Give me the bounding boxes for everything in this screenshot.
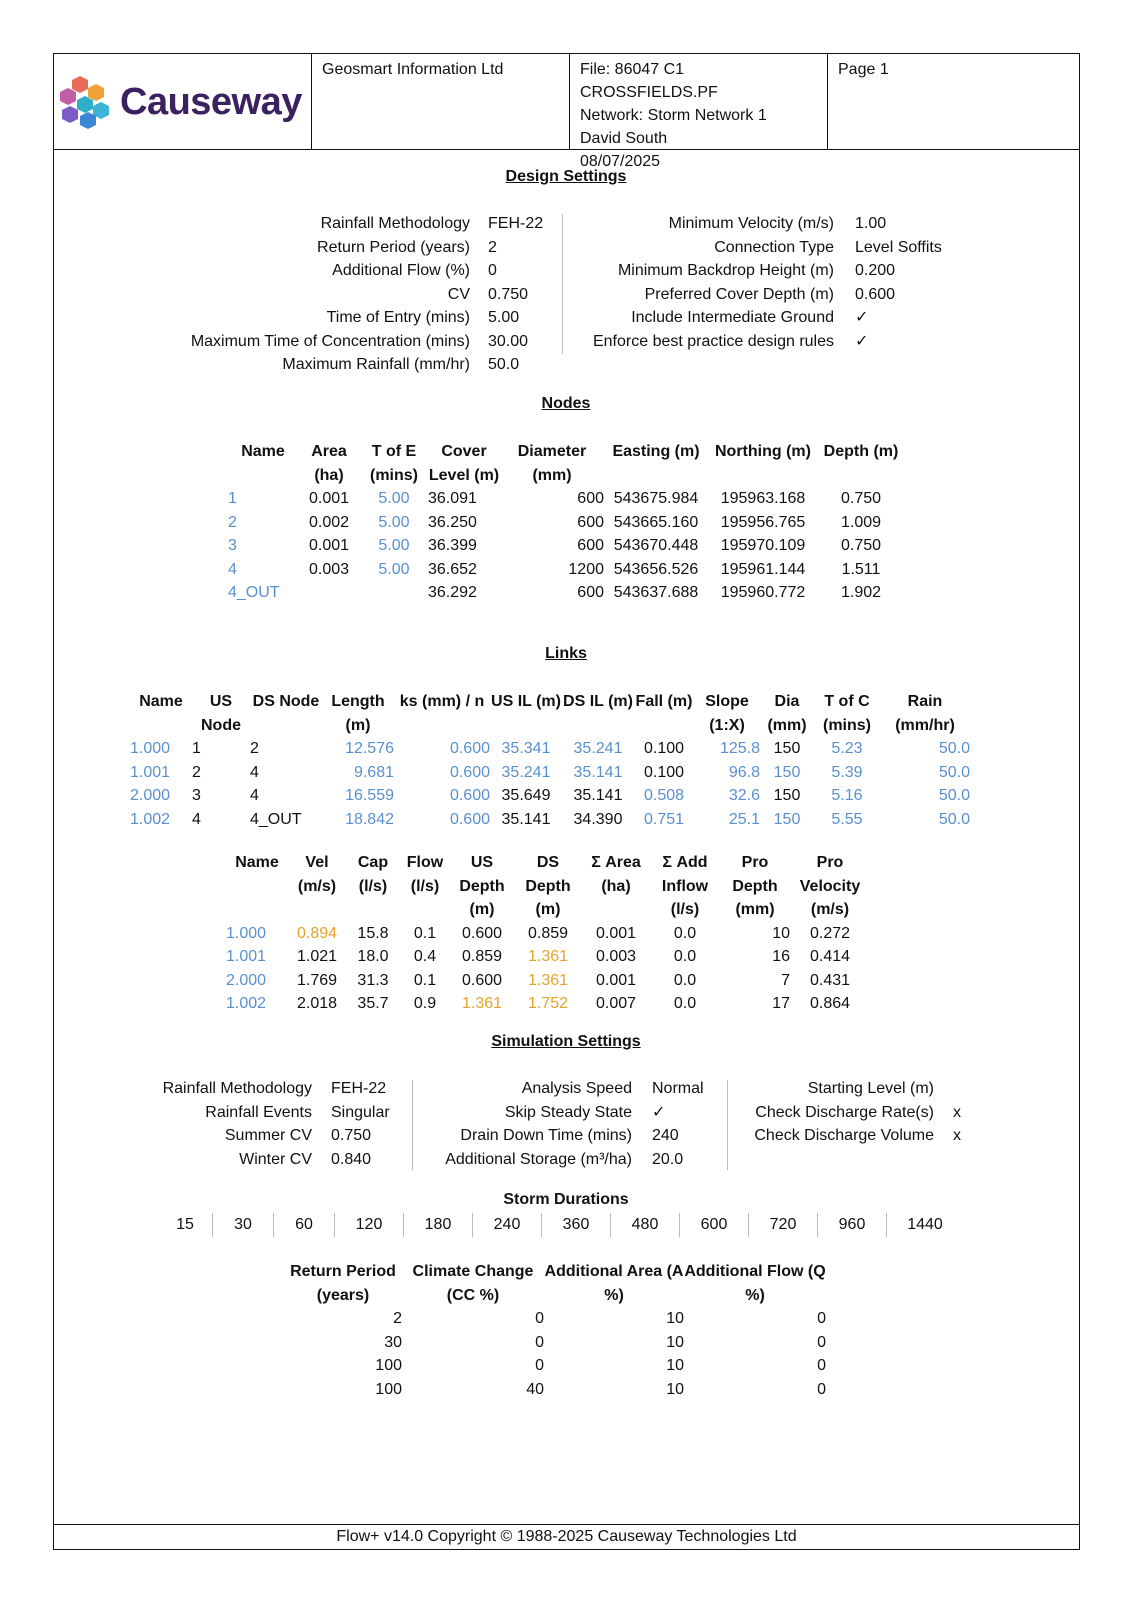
table-cell: 5.39 [831,763,863,781]
causeway-logo [58,74,302,130]
setting-value: 0.600 [855,285,896,303]
table-cell: 16.559 [345,787,394,804]
table-cell: 1 [192,740,201,757]
setting-label: Enforce best practice design rules [592,332,834,350]
nodes-table [228,440,904,605]
row-name-link[interactable]: 1 [228,490,237,507]
author-line: David South [580,130,668,147]
row-name-link[interactable]: 2.000 [130,787,171,804]
table-cell: 5.00 [378,490,410,507]
column-header: Σ Add Inflow (l/s) [661,854,709,918]
table-cell: 15.8 [357,924,389,942]
table-cell [360,581,428,605]
setting-label: Check Discharge Volume [754,1127,934,1144]
setting-label: Rainfall Events [205,1103,312,1121]
table-cell: 4_OUT [250,810,302,828]
table-cell: 50.0 [938,740,970,757]
column-header: DS Depth (m) [525,854,571,918]
table-cell: 0.4 [413,948,437,965]
table-cell: 0.414 [809,948,851,965]
setting-value: 0.200 [855,262,896,279]
table-cell: 1.009 [840,513,882,531]
column-header: ks (mm) / n [399,693,485,710]
sim-col1-labels [120,1077,312,1171]
setting-value: FEH-22 [331,1080,387,1097]
table-cell: 5.00 [378,513,410,531]
table-cell: 0 [535,1333,544,1351]
storm-duration: 720 [748,1213,817,1237]
table-cell: 35.241 [573,740,623,757]
table-cell: 18.0 [357,948,389,965]
table-row [228,558,904,582]
table-cell: 0.100 [643,740,685,757]
divider [727,1080,728,1170]
table-cell: 1.902 [840,584,882,601]
file-info-cell [569,54,827,170]
setting-label: Preferred Cover Depth (m) [644,285,834,303]
table-cell: 1.361 [461,995,503,1012]
table-cell: 0.859 [461,948,503,965]
column-header: Return Period (years) [290,1263,396,1304]
table-row [226,922,870,946]
table-cell: 1.361 [527,971,569,989]
table-cell: 0.600 [449,810,490,828]
table-cell: 40 [526,1380,544,1398]
links-table [130,690,970,831]
report-header [54,54,1079,170]
setting-value: x [953,1103,961,1121]
table-cell: 0.272 [809,924,851,942]
column-header: Area (ha) [311,443,347,484]
table-cell: 50.0 [938,787,970,804]
sim-col2-labels [416,1077,632,1171]
table-cell: 36.399 [428,537,477,554]
table-cell: 0.1 [413,924,437,942]
table-cell: 36.292 [428,584,477,601]
table-cell: 2 [393,1310,402,1327]
row-name-link[interactable]: 1.000 [226,924,267,942]
table-row [130,808,970,832]
table-cell: 600 [577,513,604,531]
setting-label: Additional Flow (%) [332,262,470,279]
table-cell: 35.241 [501,763,551,781]
table-cell: 0.600 [449,787,490,804]
setting-value: 50.0 [488,356,520,373]
design-left-values [488,212,568,377]
setting-label: Rainfall Methodology [320,215,470,232]
table-row [284,1378,826,1402]
table-cell: 10 [666,1380,684,1398]
table-cell: 0.894 [296,924,338,942]
table-cell: 31.3 [357,971,389,989]
column-header: US Node [201,693,241,734]
table-cell: 0 [535,1310,544,1327]
table-cell: 30 [384,1333,402,1351]
table-row [226,969,870,993]
column-header: T of C (mins) [823,693,871,734]
storm-duration: 240 [472,1213,541,1237]
column-header: Easting (m) [612,443,700,460]
table-cell: 0.001 [308,537,350,554]
table-cell: 0 [817,1333,826,1351]
table-cell: 5.00 [378,560,410,578]
table-cell: 0.750 [840,537,882,554]
column-header: US IL (m) [491,693,561,710]
table-cell: 0.508 [643,787,685,804]
sim-col3-labels [734,1077,934,1148]
row-name-link[interactable]: 1.002 [130,810,171,828]
setting-label: Return Period (years) [317,238,470,256]
table-row [284,1354,826,1378]
design-left-labels [140,212,470,377]
table-cell: 12.576 [345,740,394,757]
column-header: Depth (m) [823,443,899,460]
footer-copyright: Flow+ v14.0 Copyright © 1988-2025 Causeway Technologies Ltd [54,1524,1079,1549]
table-cell: 0.003 [308,560,350,578]
setting-label: Drain Down Time (mins) [460,1127,632,1144]
table-cell: 50.0 [938,763,970,781]
table-cell: 5.00 [378,537,410,554]
table-cell: 0 [817,1357,826,1374]
table-cell: 0.750 [840,490,882,507]
page-number: Page 1 [838,61,889,78]
divider [412,1080,413,1170]
table-cell: 150 [773,787,801,804]
setting-label: Connection Type [714,238,834,256]
column-header: DS IL (m) [563,693,633,710]
table-row [284,1307,826,1331]
table-cell: 600 [577,537,604,554]
design-right-labels [560,212,834,353]
logo-text: Causeway [120,80,302,123]
table-row [228,581,904,605]
row-name-link[interactable]: 1.002 [226,995,267,1012]
table-cell [298,581,360,605]
setting-value: FEH-22 [488,215,544,232]
table-cell: 7 [781,971,790,989]
table-cell: 16 [772,948,790,965]
row-name-link[interactable]: 4 [228,560,237,578]
table-cell: 543637.688 [613,584,699,601]
setting-value: Normal [652,1080,704,1097]
storm-duration: 120 [334,1213,403,1237]
setting-label: Skip Steady State [504,1103,632,1121]
setting-value: ✓ [855,309,869,326]
setting-label: Maximum Time of Concentration (mins) [190,332,470,350]
storm-duration: 15 [176,1216,194,1233]
simulation-settings-title: Simulation Settings [491,1033,641,1050]
column-header: Northing (m) [715,443,811,460]
table-cell: 0.751 [643,810,685,828]
table-cell: 1.769 [296,971,338,989]
table-cell: 0.001 [595,924,637,942]
table-cell: 0.431 [809,971,851,989]
column-header: Climate Change (CC %) [412,1263,534,1304]
table-cell: 0.100 [643,763,685,781]
table-cell: 195960.772 [720,584,806,601]
column-header: US Depth (m) [459,854,505,918]
table-row [130,784,970,808]
links-hydraulics-table [226,851,870,1016]
table-cell: 0 [817,1380,826,1398]
setting-label: CV [447,285,470,303]
column-header: T of E (mins) [370,443,418,484]
column-header: Fall (m) [635,693,693,710]
column-header: DS Node [252,693,320,710]
setting-label: Include Intermediate Ground [631,309,834,326]
table-cell: 96.8 [728,763,760,781]
table-cell: 0.003 [595,948,637,965]
table-cell: 36.250 [428,513,477,531]
setting-label: Check Discharge Rate(s) [755,1103,934,1121]
column-header: Pro Velocity (m/s) [799,854,861,918]
setting-label: Analysis Speed [521,1080,632,1097]
table-cell: 0.600 [461,971,503,989]
table-row [284,1331,826,1355]
table-cell: 5.55 [831,810,863,828]
column-header: Length (m) [331,693,385,734]
column-header: Pro Depth (mm) [732,854,778,918]
table-cell: 1.021 [296,948,338,965]
table-cell: 0.864 [809,995,851,1012]
column-header: Name [241,443,285,460]
setting-value: x [953,1127,961,1144]
setting-value: 5.00 [488,309,520,326]
column-header: Rain (mm/hr) [895,693,955,734]
table-cell: 36.652 [428,560,477,578]
setting-value: 0.840 [331,1150,372,1168]
table-row [226,992,870,1016]
table-cell: 0 [817,1310,826,1327]
table-cell: 0.600 [449,740,490,757]
table-cell: 1200 [568,560,604,578]
table-cell: 195963.168 [720,490,806,507]
setting-value: 20.0 [652,1150,684,1168]
table-cell: 9.681 [353,763,394,781]
table-cell: 1.511 [841,560,881,578]
table-cell: 32.6 [728,787,760,804]
table-cell: 195961.144 [720,560,806,578]
column-header: Name [139,693,183,710]
storm-duration: 180 [403,1213,472,1237]
table-cell: 0.001 [595,971,637,989]
table-cell: 0.0 [673,995,697,1012]
table-cell: 543656.526 [613,560,699,578]
setting-label: Winter CV [239,1150,312,1168]
table-cell: 10 [772,924,790,942]
sim-col2-values [652,1077,722,1171]
sim-col3-values [953,1077,983,1148]
table-cell: 0.002 [308,513,350,531]
table-cell: 600 [577,490,604,507]
table-cell: 0.0 [673,948,697,965]
setting-value: 30.00 [488,332,529,350]
table-cell: 18.842 [345,810,394,828]
table-cell: 2 [250,740,259,757]
table-cell: 150 [773,810,801,828]
table-row [130,737,970,761]
setting-label: Maximum Rainfall (mm/hr) [282,356,470,373]
table-cell: 100 [375,1357,402,1374]
setting-value: 0.750 [488,285,529,303]
table-row [228,511,904,535]
column-header: Slope (1:X) [705,693,749,734]
column-header: Cover Level (m) [428,443,500,484]
table-cell: 35.341 [501,740,551,757]
table-cell: 543670.448 [613,537,699,554]
design-right-values [855,212,965,353]
column-header: Vel (m/s) [297,854,337,895]
column-header: Dia (mm) [767,693,807,734]
row-name-link[interactable]: 1.000 [130,740,171,757]
setting-label: Minimum Velocity (m/s) [668,215,834,232]
table-cell: 4 [192,810,201,828]
table-row [130,761,970,785]
column-header: Diameter (mm) [517,443,587,484]
table-cell: 543675.984 [613,490,699,507]
column-header: Flow (l/s) [406,854,444,895]
table-row [226,945,870,969]
design-settings-title: Design Settings [505,168,627,185]
column-header: Σ Area (ha) [591,854,641,895]
table-cell: 0.600 [461,924,503,942]
table-cell: 4 [250,787,259,804]
row-name-link[interactable]: 4_OUT [228,584,280,601]
setting-value: Level Soffits [855,238,942,256]
setting-value: 0.750 [331,1127,372,1144]
company-name: Geosmart Information Ltd [322,61,504,78]
table-cell: 35.141 [501,810,551,828]
column-header: Additional Flow (Q %) [684,1263,826,1304]
table-cell: 5.16 [831,787,863,804]
page-cell [827,54,1081,149]
setting-value: 240 [652,1127,679,1144]
storm-durations-row [158,1213,963,1237]
table-cell: 0.859 [527,924,569,942]
column-header: Additional Area (A %) [544,1263,684,1304]
row-name-link[interactable]: 2.000 [226,971,267,989]
table-cell: 2 [192,763,201,781]
table-cell: 10 [666,1310,684,1327]
table-cell: 100 [375,1380,402,1398]
company-cell [311,54,569,149]
setting-label: Time of Entry (mins) [326,309,470,326]
table-cell: 35.7 [357,995,389,1012]
setting-label: Starting Level (m) [807,1080,934,1097]
row-name-link[interactable]: 2 [228,513,237,531]
table-row [228,534,904,558]
table-cell: 4 [250,763,259,781]
table-cell: 0 [535,1357,544,1374]
table-cell: 195970.109 [720,537,806,554]
table-cell: 2.018 [296,995,338,1012]
logo-cell [54,54,311,149]
table-cell: 1.752 [527,995,569,1012]
table-cell: 0.1 [413,971,437,989]
table-cell: 0.001 [308,490,350,507]
table-cell: 35.649 [501,787,551,804]
setting-value [953,1077,983,1101]
nodes-title: Nodes [541,395,591,412]
row-name-link[interactable]: 1.001 [226,948,267,965]
setting-value: ✓ [855,332,869,350]
table-cell: 0.600 [449,763,490,781]
table-cell: 125.8 [719,740,760,757]
table-cell: 17 [772,995,790,1012]
setting-label: Summer CV [224,1127,312,1144]
table-cell: 35.141 [573,787,623,804]
table-cell: 10 [666,1357,684,1374]
storm-durations-title: Storm Durations [503,1191,629,1208]
network-line: Network: Storm Network 1 [580,107,767,124]
setting-value: ✓ [652,1103,666,1121]
setting-value: 1.00 [855,215,887,232]
file-line: File: 86047 C1 CROSSFIELDS.PF [580,61,718,101]
table-cell: 34.390 [573,810,623,828]
setting-label: Minimum Backdrop Height (m) [617,262,834,279]
links-title: Links [545,645,587,662]
table-cell: 543665.160 [613,513,699,531]
storm-duration: 60 [273,1213,334,1237]
table-cell: 36.091 [428,490,477,507]
table-cell: 0.0 [673,924,697,942]
storm-duration: 1440 [886,1213,963,1237]
table-cell: 35.141 [573,763,623,781]
table-cell: 150 [773,740,801,757]
table-cell: 10 [666,1333,684,1351]
storm-duration: 30 [212,1213,273,1237]
table-cell: 0.0 [673,971,697,989]
date-line: 08/07/2025 [580,153,661,170]
return-period-table [284,1260,826,1401]
table-cell: 5.23 [831,740,863,757]
table-cell: 600 [577,584,604,601]
table-cell: 195956.765 [720,513,806,531]
storm-duration: 360 [541,1213,610,1237]
setting-label: Rainfall Methodology [162,1080,312,1097]
table-row [228,487,904,511]
column-header: Cap (l/s) [357,854,389,895]
table-cell: 0.9 [413,995,437,1012]
storm-duration: 600 [679,1213,748,1237]
table-cell: 1.361 [527,948,569,965]
setting-label: Additional Storage (m³/ha) [445,1150,632,1168]
causeway-cubes-icon [58,74,114,130]
table-cell: 0.007 [595,995,637,1012]
table-cell: 150 [773,763,801,781]
sim-col1-values [331,1077,407,1171]
setting-value: 0 [488,262,497,279]
setting-value: Singular [331,1103,390,1121]
table-cell: 25.1 [728,810,760,828]
storm-duration: 960 [817,1213,886,1237]
row-name-link[interactable]: 3 [228,537,237,554]
storm-duration: 480 [610,1213,679,1237]
row-name-link[interactable]: 1.001 [130,763,171,781]
setting-value: 2 [488,238,497,256]
table-cell: 50.0 [938,810,970,828]
table-cell: 3 [192,787,201,804]
column-header: Name [235,854,279,871]
